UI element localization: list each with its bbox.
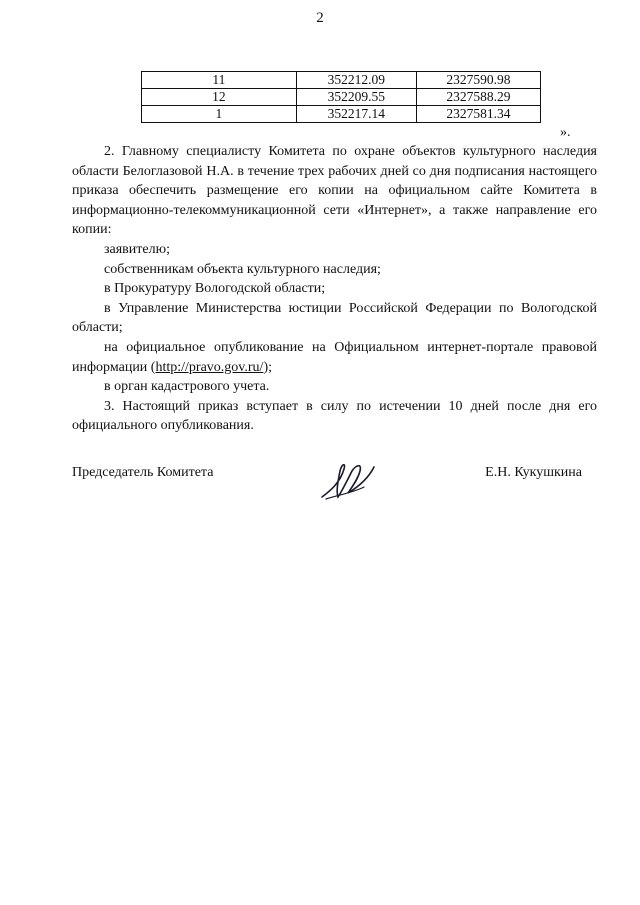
publication-item [72, 338, 597, 377]
recipient-item: собственникам объекта культурного наследия; [104, 261, 381, 277]
recipient-item: в Прокуратуру Вологодской области; [104, 281, 326, 297]
pravo-link[interactable]: http://pravo.gov.ru/ [155, 359, 264, 375]
order-body [72, 142, 597, 436]
publication-prefix: на официальное опубликование на Официальном интернет-портале правовой информации ( [72, 339, 597, 375]
point-number-cell: 11 [142, 72, 297, 89]
paragraph-3: 3. Настоящий приказ вступает в силу по истечении 10 дней после дня его официального опубликования. [72, 398, 597, 434]
coordinates-table [141, 71, 541, 123]
table-row [142, 106, 541, 123]
table-row [142, 89, 541, 106]
x-coordinate-cell: 352209.55 [296, 89, 416, 106]
signer-role: Председатель Комитета [72, 465, 214, 480]
signer-name: Е.Н. Кукушкина [485, 465, 582, 480]
page-number: 2 [316, 10, 324, 26]
y-coordinate-cell: 2327581.34 [416, 106, 540, 123]
recipient-item: заявителю; [104, 241, 170, 257]
y-coordinate-cell: 2327588.29 [416, 89, 540, 106]
y-coordinate-cell: 2327590.98 [416, 72, 540, 89]
x-coordinate-cell: 352212.09 [296, 72, 416, 89]
publication-suffix: ); [263, 359, 272, 375]
point-number-cell: 12 [142, 89, 297, 106]
closing-quote: ». [560, 125, 571, 140]
paragraph-2: 2. Главному специалисту Комитета по охране объектов культурного наследия области Белоглазовой Н.А. в течение трех рабочих дней со дня подписания настоящего приказа обеспечить размещение его копии на официальном сайте Комитета в информационно-телекоммуникационной сети «Интернет», а также направление его копии: [72, 144, 597, 238]
recipient-item: в орган кадастрового учета. [104, 379, 270, 395]
recipient-item: в Управление Министерства юстиции Российской Федерации по Вологодской области; [72, 300, 597, 336]
signature-block [72, 463, 582, 503]
x-coordinate-cell: 352217.14 [296, 106, 416, 123]
handwritten-signature [318, 457, 378, 503]
table-row [142, 72, 541, 89]
point-number-cell: 1 [142, 106, 297, 123]
